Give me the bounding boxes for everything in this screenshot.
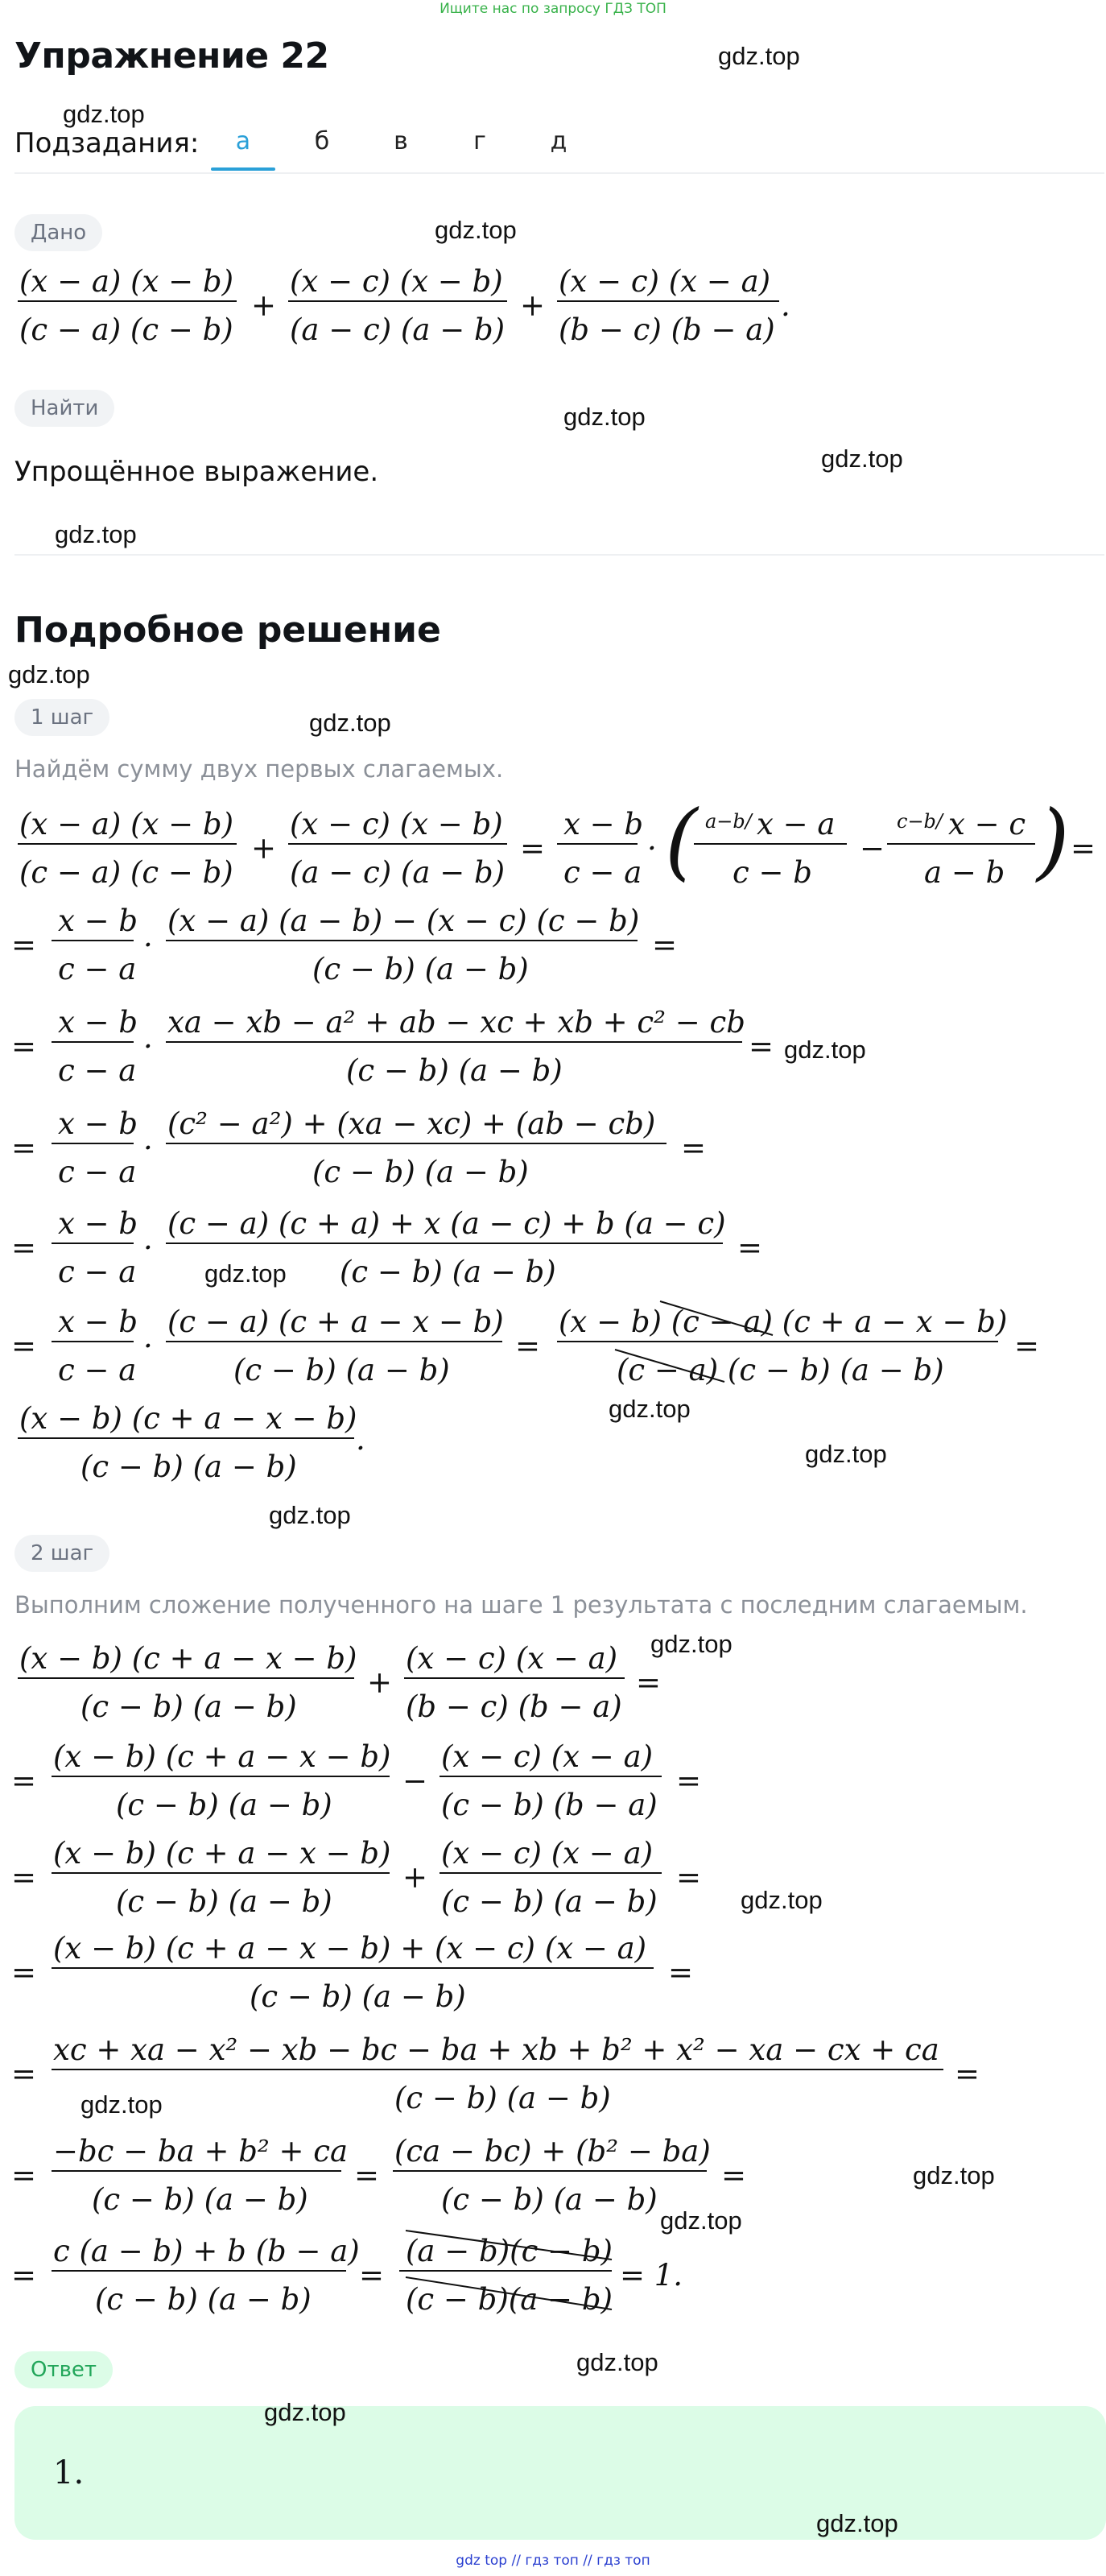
svg-text:(c − b) (a − b): (c − b) (a − b) [340, 1255, 556, 1289]
watermark: gdz.top [55, 520, 137, 548]
watermark: gdz.top [741, 1886, 823, 1914]
svg-text:=: = [668, 1955, 694, 1990]
svg-text:(ca − bc) + (b² − ba): (ca − bc) + (b² − ba) [394, 2134, 711, 2169]
svg-text:·: · [143, 928, 153, 962]
step2-badge: 2 шаг [14, 1535, 109, 1572]
svg-text:): ) [1037, 792, 1070, 890]
svg-text:·: · [143, 1230, 153, 1265]
svg-text:(c − a) (c + a) + x (a − c) +: (c − a) (c + a) + x (a − c) + b (a − c) [167, 1206, 726, 1241]
watermark: gdz.top [609, 1395, 691, 1423]
svg-text:·: · [647, 831, 657, 866]
watermark: gdz.top [650, 1630, 733, 1658]
svg-text:a−b/: a−b/ [705, 810, 752, 833]
svg-text:=: = [11, 928, 37, 962]
svg-text:(x − b) (c + a − x − b): (x − b) (c + a − x − b) [53, 1739, 391, 1774]
svg-text:x − c: x − c [948, 807, 1026, 841]
svg-text:·: · [143, 1029, 153, 1064]
svg-text:x − b: x − b [58, 1206, 138, 1241]
answer-badge: Ответ [14, 2351, 113, 2388]
svg-text:+: + [251, 831, 277, 866]
search-banner[interactable]: Ищите нас по запросу ГДЗ ТОП [440, 1, 666, 17]
tab-subtask-v[interactable]: в [394, 127, 408, 155]
svg-text:(c − b) (a − b): (c − b) (a − b) [80, 1449, 297, 1484]
svg-text:xc + xa − x² − xb − bc − ba +: xc + xa − x² − xb − bc − ba + xb + b² + x² − xa − cx + ca [53, 2032, 939, 2067]
svg-text:=: = [11, 1029, 37, 1064]
svg-text:(x − b) (c + a − x − b): (x − b) (c + a − x − b) [19, 1401, 357, 1436]
watermark: gdz.top [269, 1501, 351, 1529]
svg-text:c − a: c − a [563, 855, 642, 890]
svg-text:c − a: c − a [58, 1155, 137, 1189]
svg-text:=: = [11, 1329, 37, 1363]
svg-text:(c − a) (c + a − x − b): (c − a) (c + a − x − b) [167, 1305, 504, 1339]
svg-text:=: = [11, 1860, 37, 1895]
watermark: gdz.top [660, 2206, 742, 2235]
svg-text:=: = [359, 2258, 385, 2293]
svg-text:(a − b)(c − b): (a − b)(c − b) [406, 2234, 613, 2268]
find-text: Упрощённое выражение. [14, 456, 379, 488]
svg-text:x − b: x − b [58, 1106, 138, 1141]
watermark: gdz.top [264, 2398, 346, 2426]
svg-text:x − b: x − b [563, 807, 644, 841]
svg-text:=: = [11, 2258, 37, 2293]
svg-text:x − b: x − b [58, 903, 138, 938]
svg-text:c − a: c − a [58, 1255, 137, 1289]
svg-text:(c − b) (a − b): (c − b) (a − b) [92, 2182, 308, 2217]
tab-subtask-g[interactable]: г [473, 127, 486, 155]
svg-text:(c − b)(a − b): (c − b)(a − b) [406, 2282, 613, 2317]
svg-text:(c − b) (a − b): (c − b) (a − b) [116, 1788, 332, 1822]
svg-text:(c − a) (c − b): (c − a) (c − b) [19, 312, 233, 347]
svg-text:(x − c) (x − a): (x − c) (x − a) [559, 264, 771, 299]
svg-text:(x − b) (c + a − x − b): (x − b) (c + a − x − b) [53, 1836, 391, 1871]
svg-text:=: = [11, 1230, 37, 1265]
svg-text:−: − [860, 831, 885, 866]
svg-text:=: = [737, 1230, 763, 1265]
watermark: gdz.top [805, 1440, 887, 1468]
svg-text:=: = [11, 1955, 37, 1990]
find-badge: Найти [14, 390, 114, 427]
svg-text:x − a: x − a [757, 807, 836, 841]
svg-text:+: + [251, 288, 277, 323]
svg-text:=: = [652, 928, 678, 962]
svg-text:c (a − b) + b (b − a): c (a − b) + b (b − a) [53, 2234, 360, 2268]
svg-text:(x − a) (x − b): (x − a) (x − b) [19, 264, 234, 299]
watermark: gdz.top [435, 216, 517, 244]
step1-badge: 1 шаг [14, 699, 109, 736]
svg-text:=: = [354, 2158, 380, 2193]
svg-text:−: − [402, 1764, 428, 1798]
svg-text:=: = [676, 1860, 702, 1895]
svg-text:−bc − ba + b² + ca: −bc − ba + b² + ca [53, 2134, 349, 2169]
svg-text:(x − c) (x − a): (x − c) (x − a) [406, 1641, 618, 1676]
svg-text:a − b: a − b [924, 855, 1005, 890]
footer-links[interactable]: gdz top // гдз топ // гдз топ [456, 2553, 650, 2569]
watermark: gdz.top [80, 2090, 163, 2119]
watermark: gdz.top [718, 42, 800, 70]
svg-text:= 1.: = 1. [620, 2258, 683, 2293]
svg-text:(c − b) (a − b): (c − b) (a − b) [95, 2282, 312, 2317]
svg-text:·: · [143, 1131, 153, 1165]
svg-text:x − b: x − b [58, 1005, 138, 1040]
svg-text:.: . [356, 1422, 365, 1457]
svg-text:(a − c) (a − b): (a − c) (a − b) [290, 312, 506, 347]
solution-title: Подробное решение [14, 610, 441, 651]
svg-text:(x − b) (c − a) (c + a − x − b: (x − b) (c − a) (c + a − x − b) [559, 1305, 1008, 1339]
svg-text:(c − b) (a − b): (c − b) (a − b) [250, 1979, 466, 2014]
svg-text:(x − c) (x − b): (x − c) (x − b) [290, 807, 503, 841]
svg-text:=: = [749, 1029, 774, 1064]
svg-text:=: = [1014, 1329, 1040, 1363]
page-title: Упражнение 22 [14, 35, 329, 76]
svg-text:=: = [636, 1665, 662, 1700]
svg-text:(x − c) (x − a): (x − c) (x − a) [441, 1836, 654, 1871]
svg-text:=: = [721, 2158, 747, 2193]
svg-text:(b − c) (b − a): (b − c) (b − a) [559, 312, 775, 347]
svg-text:c − a: c − a [58, 1353, 137, 1387]
tab-subtask-d[interactable]: д [550, 127, 567, 155]
svg-text:(c − a) (c − b): (c − a) (c − b) [19, 855, 233, 890]
svg-text:(c − b) (a − b): (c − b) (a − b) [441, 2182, 658, 2217]
answer-value: 1. [53, 2454, 85, 2491]
svg-text:(c − a) (c − b) (a − b): (c − a) (c − b) (a − b) [617, 1353, 944, 1387]
svg-text:(c − b) (a − b): (c − b) (a − b) [312, 952, 529, 986]
svg-text:(c − b) (b − a): (c − b) (b − a) [441, 1788, 658, 1822]
watermark: gdz.top [309, 709, 391, 737]
tab-subtask-b[interactable]: б [314, 127, 330, 155]
svg-text:(c − b) (a − b): (c − b) (a − b) [346, 1053, 563, 1088]
subtasks-label: Подзадания: [14, 127, 200, 159]
svg-text:+: + [367, 1665, 393, 1700]
svg-text:(a − c) (a − b): (a − c) (a − b) [290, 855, 506, 890]
watermark: gdz.top [63, 100, 145, 128]
svg-text:=: = [11, 1764, 37, 1798]
svg-text:x − b: x − b [58, 1305, 138, 1339]
watermark: gdz.top [204, 1259, 287, 1288]
watermark: gdz.top [784, 1036, 866, 1064]
svg-text:(c − b) (a − b): (c − b) (a − b) [233, 1353, 450, 1387]
svg-text:=: = [676, 1764, 702, 1798]
svg-text:=: = [955, 2057, 980, 2091]
watermark: gdz.top [8, 660, 90, 688]
watermark: gdz.top [563, 403, 646, 431]
svg-text:(x − c) (x − b): (x − c) (x − b) [290, 264, 503, 299]
watermark: gdz.top [821, 444, 903, 473]
svg-text:+: + [402, 1860, 428, 1895]
svg-text:=: = [11, 2057, 37, 2091]
svg-text:·: · [143, 1329, 153, 1363]
svg-text:(c − b) (a − b): (c − b) (a − b) [80, 1689, 297, 1724]
svg-text:=: = [520, 831, 546, 866]
svg-text:.: . [781, 288, 790, 323]
given-badge: Дано [14, 214, 102, 251]
svg-text:c − a: c − a [58, 1053, 137, 1088]
svg-text:(x − a) (x − b): (x − a) (x − b) [19, 807, 234, 841]
svg-text:=: = [11, 2158, 37, 2193]
svg-text:c − b: c − b [733, 855, 812, 890]
svg-text:c − a: c − a [58, 952, 137, 986]
svg-text:(c − b) (a − b): (c − b) (a − b) [116, 1884, 332, 1919]
svg-text:(: ( [665, 792, 698, 890]
watermark: gdz.top [816, 2509, 898, 2537]
svg-text:+: + [520, 288, 546, 323]
svg-text:(c − b) (a − b): (c − b) (a − b) [441, 1884, 658, 1919]
svg-text:(b − c) (b − a): (b − c) (b − a) [406, 1689, 622, 1724]
svg-text:=: = [515, 1329, 541, 1363]
svg-text:(x − b) (c + a − x − b) + (x −: (x − b) (c + a − x − b) + (x − c) (x − a) [53, 1931, 647, 1966]
watermark: gdz.top [576, 2348, 658, 2376]
svg-text:=: = [11, 1131, 37, 1165]
step1-text: Найдём сумму двух первых слагаемых. [14, 755, 504, 783]
step2-text: Выполним сложение полученного на шаге 1 результата с последним слагаемым. [14, 1591, 1028, 1619]
svg-text:(x − a) (a − b) − (x − c) (c −: (x − a) (a − b) − (x − c) (c − b) [167, 903, 640, 938]
svg-text:=: = [681, 1131, 707, 1165]
svg-text:c−b/: c−b/ [897, 810, 943, 833]
svg-text:(c − b) (a − b): (c − b) (a − b) [394, 2081, 611, 2115]
svg-text:xa − xb − a² + ab − xc + xb +: xa − xb − a² + ab − xc + xb + c² − cb [167, 1005, 745, 1040]
tab-subtask-a[interactable]: а [235, 127, 251, 155]
svg-text:(c² − a²) + (xa − xc) + (ab −: (c² − a²) + (xa − xc) + (ab − cb) [167, 1106, 656, 1141]
svg-text:(c − b) (a − b): (c − b) (a − b) [312, 1155, 529, 1189]
svg-text:=: = [1071, 831, 1096, 866]
svg-text:(x − c) (x − a): (x − c) (x − a) [441, 1739, 654, 1774]
watermark: gdz.top [913, 2161, 995, 2189]
svg-text:(x − b) (c + a − x − b): (x − b) (c + a − x − b) [19, 1641, 357, 1676]
